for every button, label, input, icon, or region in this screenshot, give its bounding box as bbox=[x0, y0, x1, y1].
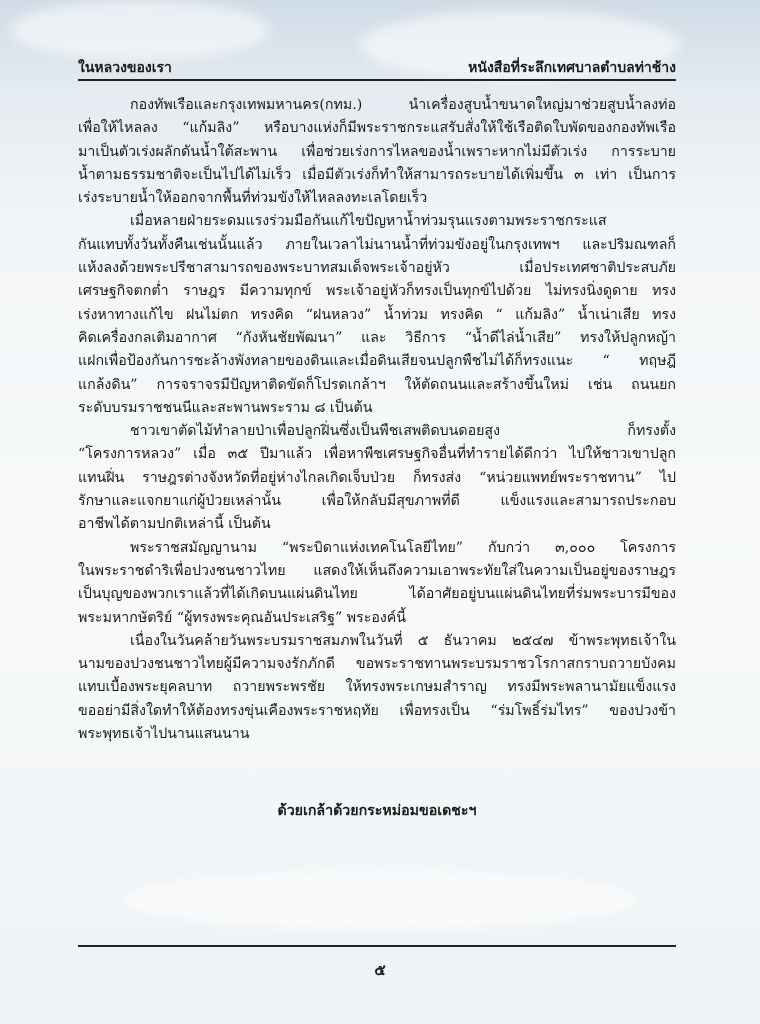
text-line: “โครงการหลวง” เมื่อ ๓๕ ปีมาแล้ว เพื่อหาพืชเศรษฐกิจอื่นที่ทำรายได้ดีกว่า ไปให้ชาวเขาปลูก bbox=[78, 446, 676, 463]
text-line: นามของปวงชนชาวไทยผู้มีความจงรักภักดี ขอพระราชทานพระบรมราชวโรกาสกราบถวายบังคม bbox=[78, 656, 676, 673]
text-line: ในพระราชดำริเพื่อปวงชนชาวไทย แสดงให้เห็นถึงความเอาพระทัยใส่ในความเป็นอยู่ของราษฎร bbox=[78, 562, 676, 579]
text-line: แทนฝิ่น ราษฎรต่างจังหวัดที่อยู่ห่างไกลเกิดเจ็บป่วย ก็ทรงส่ง “หน่วยแพทย์พระราชทาน” ไป bbox=[78, 469, 676, 486]
header-left-title: ในหลวงของเรา bbox=[78, 60, 172, 76]
text-line: เป็นบุญของพวกเราแล้วที่ได้เกิดบนแผ่นดินไทย ได้อาศัยอยู่บนแผ่นดินไทยที่ร่มพระบารมีของ bbox=[78, 586, 676, 603]
footer-divider bbox=[78, 945, 676, 947]
text-line: พระราชสมัญญานาม “พระบิดาแห่งเทคโนโลยีไทย” กับกว่า ๓,๐๐๐ โครงการ bbox=[130, 539, 676, 556]
paragraph-3 bbox=[78, 420, 676, 536]
text-line: เพื่อให้ไหลลง “แก้มลิง” หรือบางแห่งก็มีพระราชกระแสรับสั่งให้ใช้เรือติดใบพัดของกองทัพเรือ bbox=[78, 120, 676, 137]
text-line: แกล้งดิน” การจราจรมีปัญหาติดขัดก็โปรดเกล้าฯ ให้ตัดถนนและสร้างขึ้นใหม่ เช่น ถนนยก bbox=[78, 376, 676, 393]
text-line: แฝกเพื่อป้องกันการชะล้างพังทลายของดินและเมื่อดินเสียจนปลูกพืชไม่ได้ก็ทรงแนะ “ ทฤษฎี bbox=[78, 353, 676, 370]
text-line: ระดับบรมราชชนนีและสะพานพระราม ๘ เป็นต้น bbox=[78, 399, 373, 416]
paragraph-2 bbox=[78, 210, 676, 420]
text-line: น้ำตามธรรมชาติจะเป็นไปได้ไม่เร็ว เมื่อมีตัวเร่งก็ทำให้สามารถระบายได้เพิ่มขึ้น ๓ เท่า เป็นการ bbox=[78, 166, 676, 183]
sky-cloud bbox=[10, 0, 270, 60]
text-line: เมื่อหลายฝ่ายระดมแรงร่วมมือกันแก้ไขปัญหาน้ำท่วมรุนแรงตามพระราชกระแส bbox=[130, 213, 607, 230]
paragraph-5 bbox=[78, 630, 676, 746]
text-line: เนื่องในวันคล้ายวันพระบรมราชสมภพในวันที่ ๕ ธันวาคม ๒๕๔๗ ข้าพระพุทธเจ้าใน bbox=[130, 632, 676, 649]
sky-cloud bbox=[120, 870, 640, 930]
header-divider bbox=[78, 79, 676, 81]
text-line: มาเป็นตัวเร่งผลักดันน้ำใต้สะพาน เพื่อช่วยเร่งการไหลของน้ำเพราะหากไม่มีตัวเร่ง การระบาย bbox=[78, 143, 676, 160]
page-number: ๕ bbox=[374, 961, 386, 979]
page-header bbox=[78, 55, 676, 79]
closing-salutation: ด้วยเกล้าด้วยกระหม่อมขอเดชะฯ bbox=[277, 803, 477, 819]
text-line: พระมหากษัตริย์ “ผู้ทรงพระคุณอันประเสริฐ” พระองค์นี้ bbox=[78, 609, 406, 626]
text-line: คิดเครื่องกลเติมอากาศ “กังหันชัยพัฒนา” และ วิธีการ “น้ำดีไล่น้ำเสีย” ทรงให้ปลูกหญ้า bbox=[78, 329, 676, 346]
text-line: แห้งลงด้วยพระปรีชาสามารถของพระบาทสมเด็จพระเจ้าอยู่หัว เมื่อประเทศชาติประสบภัย bbox=[78, 260, 676, 277]
text-line: กันแทบทั้งวันทั้งคืนเช่นนั้นแล้ว ภายในเวลาไม่นานน้ำที่ท่วมขังอยู่ในกรุงเทพฯ และปริมณฑลก็ bbox=[78, 236, 676, 253]
paragraph-1 bbox=[78, 94, 676, 210]
text-line: ขออย่ามีสิ่งใดทำให้ต้องทรงขุ่นเคืองพระราชหฤทัย เพื่อทรงเป็น “ร่มโพธิ์ร่มไทร” ของปวงข้า bbox=[78, 702, 676, 719]
text-line: ชาวเขาตัดไม้ทำลายป่าเพื่อปลูกฝิ่นซึ่งเป็นพืชเสพติดบนดอยสูง ก็ทรงตั้ง bbox=[130, 423, 676, 440]
text-line: เร่งระบายน้ำให้ออกจากพื้นที่ท่วมขังให้ไหลลงทะเลโดยเร็ว bbox=[78, 190, 428, 207]
paragraph-4 bbox=[78, 537, 676, 630]
text-line: อาชีพได้ตามปกติเหล่านี้ เป็นต้น bbox=[78, 516, 271, 533]
document-body bbox=[78, 94, 676, 746]
text-line: กองทัพเรือและกรุงเทพมหานคร(กทม.) นำเครื่องสูบน้ำขนาดใหญ่มาช่วยสูบน้ำลงท่อ bbox=[130, 97, 676, 113]
text-line: เร่งหาทางแก้ไข ฝนไม่ตก ทรงคิด “ฝนหลวง” น้ำท่วม ทรงคิด “ แก้มลิง” น้ำเน่าเสีย ทรง bbox=[78, 306, 676, 323]
text-line: แทบเบื้องพระยุคลบาท ถวายพระพรชัย ให้ทรงพระเกษมสำราญ ทรงมีพระพลานามัยแข็งแรง bbox=[78, 679, 676, 696]
text-line: พระพุทธเจ้าไปนานแสนนาน bbox=[78, 726, 250, 743]
header-right-title: หนังสือที่ระลึกเทศบาลตำบลท่าช้าง bbox=[468, 60, 676, 76]
text-line: รักษาและแจกยาแก่ผู้ป่วยเหล่านั้น เพื่อให้กลับมีสุขภาพที่ดี แข็งแรงและสามารถประกอบ bbox=[78, 493, 676, 510]
text-line: เศรษฐกิจตกต่ำ ราษฎร มีความทุกข์ พระเจ้าอยู่หัวก็ทรงเป็นทุกข์ไปด้วย ไม่ทรงนิ่งดูดาย ทรง bbox=[78, 283, 676, 300]
